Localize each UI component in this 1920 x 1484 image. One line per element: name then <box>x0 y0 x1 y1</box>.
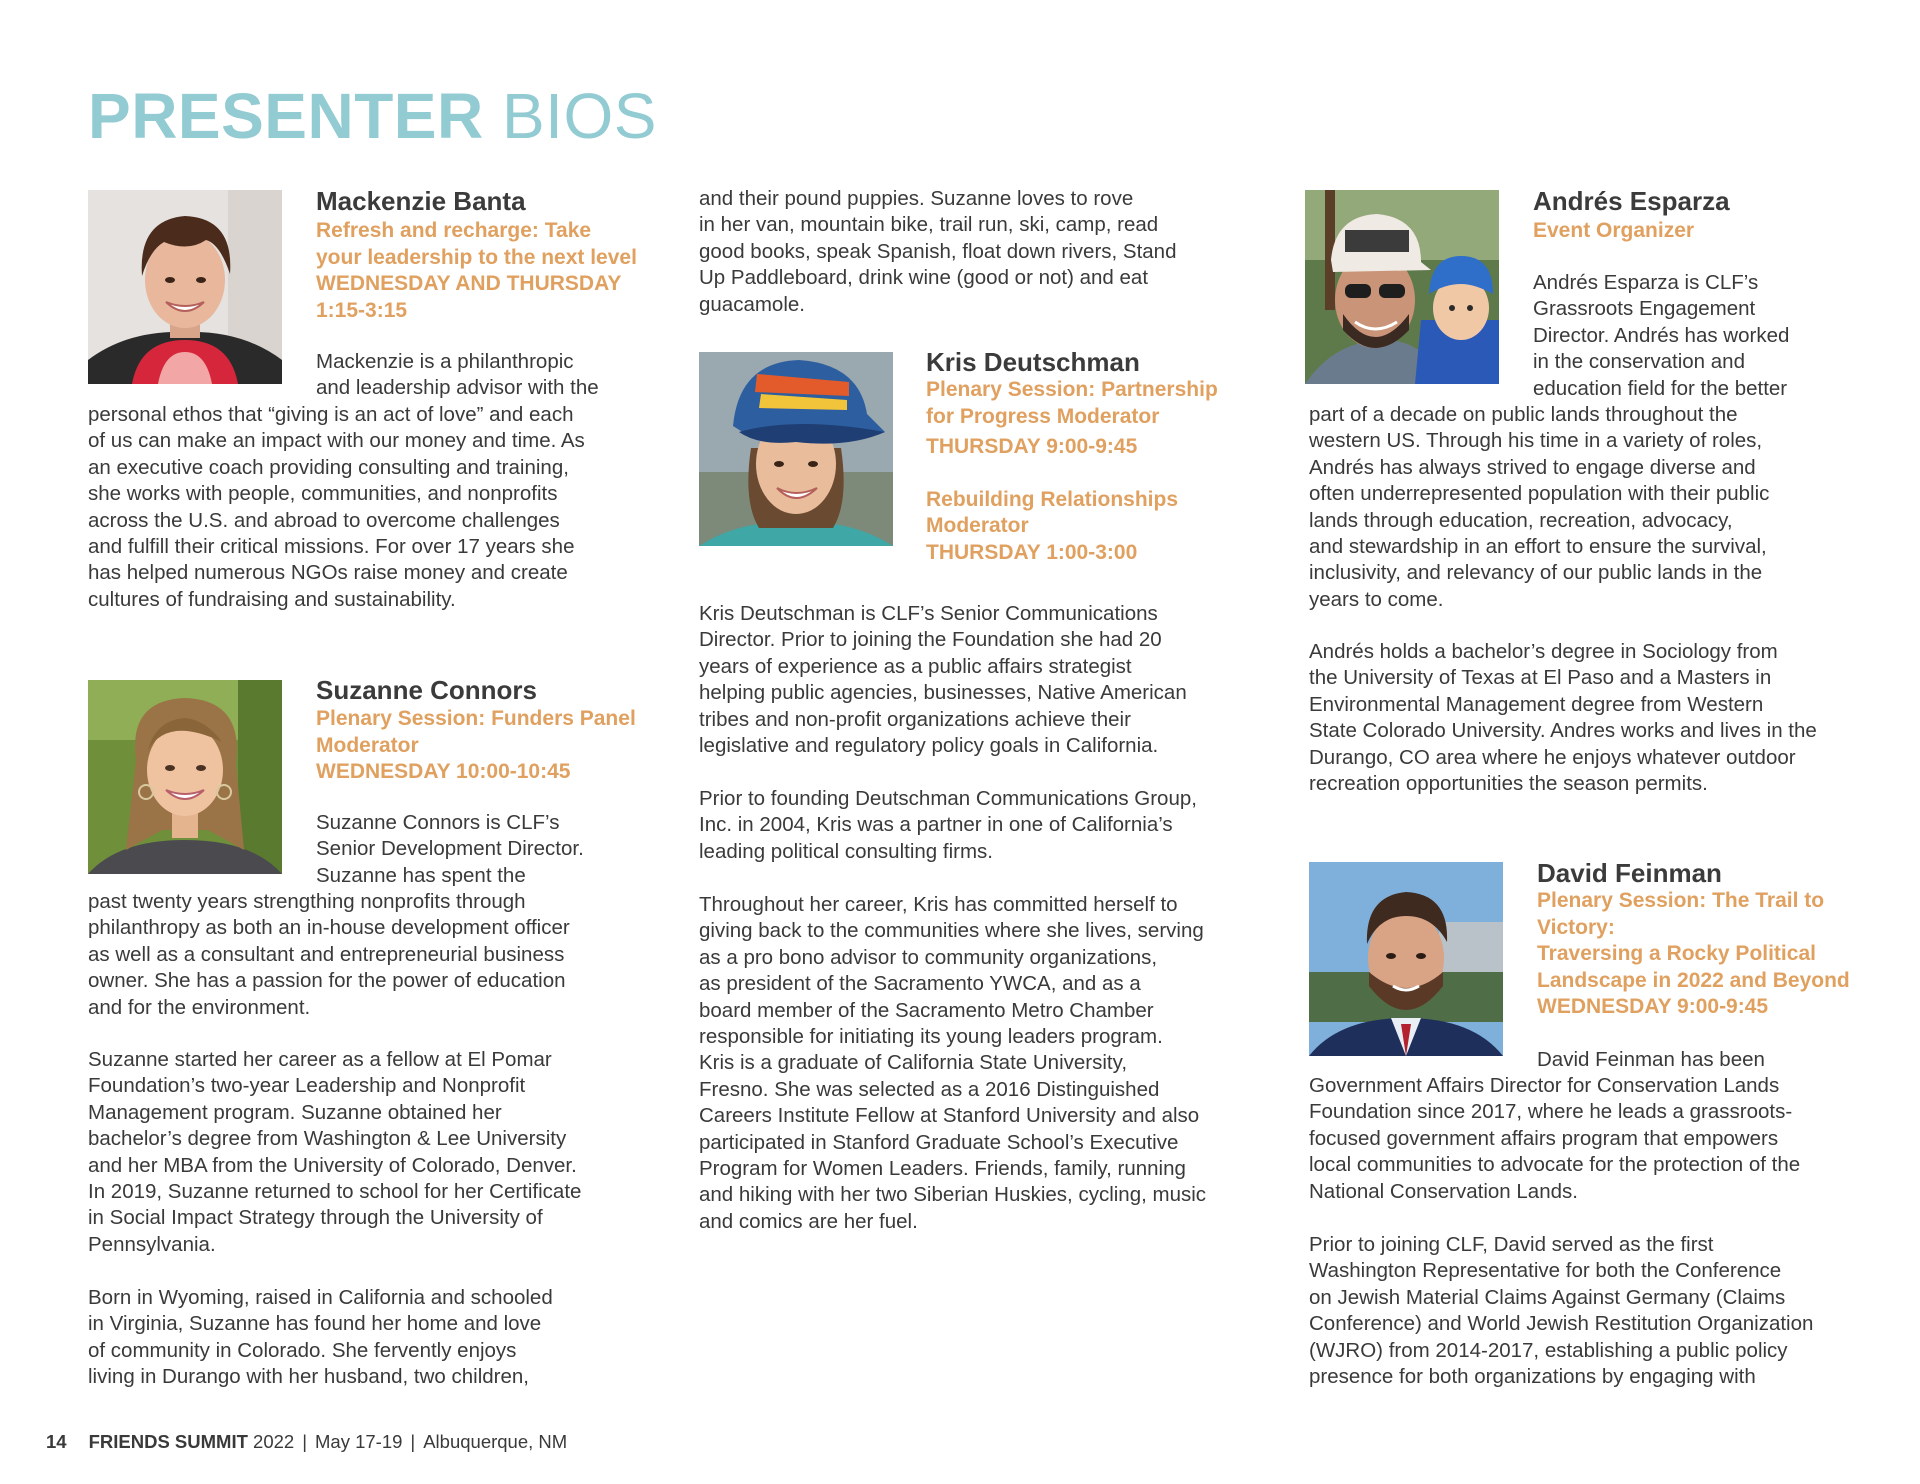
bio-line: Inc. in 2004, Kris was a partner in one of California’s <box>699 813 1173 837</box>
bio-text <box>699 892 1206 1235</box>
portrait-andres-esparza <box>1305 190 1499 384</box>
bio-line: Andrés holds a bachelor’s degree in Sociology from <box>1309 640 1778 663</box>
bio-line: cultures of fundraising and sustainability. <box>88 587 456 611</box>
bio-text <box>1309 402 1769 613</box>
bio-line: Careers Institute Fellow at Stanford University and also <box>699 1104 1200 1128</box>
event-year: 2022 <box>253 1431 295 1452</box>
bio-text <box>1533 270 1789 402</box>
bio-line: and their pound puppies. Suzanne loves to rove <box>699 187 1134 210</box>
bio-line: responsible for initiating its young leaders program. <box>699 1025 1163 1049</box>
photo-andres-esparza <box>1305 190 1499 384</box>
bio-text <box>1309 639 1817 797</box>
page-footer <box>46 1430 567 1454</box>
bio-text <box>88 889 570 1021</box>
bio-line: guacamole. <box>699 292 805 316</box>
session-info <box>316 218 637 324</box>
footer-separator: | <box>410 1431 416 1452</box>
bio-line: bachelor’s degree from Washington & Lee University <box>88 1127 567 1151</box>
bio-line: Prior to joining CLF, David served as the first <box>1309 1233 1714 1256</box>
bio-line: Senior Development Director. <box>316 837 584 861</box>
session-line: for Progress Moderator <box>926 404 1160 428</box>
bio-text <box>699 601 1187 759</box>
bio-text <box>699 786 1197 865</box>
bio-line: Kris Deutschman is CLF’s Senior Communications <box>699 602 1158 625</box>
bio-line: board member of the Sacramento Metro Chamber <box>699 998 1154 1022</box>
bio-line: and her MBA from the University of Colorado, Denver. <box>88 1153 577 1177</box>
bio-text <box>1309 1232 1813 1390</box>
bio-line: often underrepresented population with their public <box>1309 482 1770 506</box>
page-number: 14 <box>46 1431 67 1452</box>
bio-line: Mackenzie is a philanthropic <box>316 350 574 373</box>
bio-line: Environmental Management degree from Western <box>1309 692 1764 716</box>
bio-line: legislative and regulatory policy goals in California. <box>699 734 1159 758</box>
bio-text <box>1309 1073 1800 1205</box>
bio-line: part of a decade on public lands throughout the <box>1309 403 1738 426</box>
portrait-david-feinman <box>1309 862 1503 1056</box>
session-line: WEDNESDAY 9:00-9:45 <box>1537 995 1769 1018</box>
bio-line: the University of Texas at El Paso and a Masters in <box>1309 666 1772 690</box>
bio-line: past twenty years strengthing nonprofits through <box>88 890 526 913</box>
portrait-suzanne-connors <box>88 680 282 874</box>
portrait-mackenzie-banta <box>88 190 282 384</box>
session-line: WEDNESDAY AND THURSDAY <box>316 272 622 295</box>
session-info <box>926 377 1218 566</box>
bio-line: and hiking with her two Siberian Huskies, cycling, music <box>699 1183 1207 1207</box>
bio-line: western US. Through his time in a variety of roles, <box>1309 429 1763 453</box>
bio-line: participated in Stanford Graduate School’s Executive <box>699 1130 1179 1154</box>
event-location: Albuquerque, NM <box>423 1431 568 1452</box>
bio-line: and comics are her fuel. <box>699 1209 918 1233</box>
session-line: Plenary Session: Funders Panel <box>316 707 636 730</box>
page-title-strong: PRESENTER <box>88 80 484 152</box>
bio-text-continued <box>699 186 1177 318</box>
session-line: WEDNESDAY 10:00-10:45 <box>316 760 571 783</box>
session-line: THURSDAY 9:00-9:45 <box>926 435 1138 458</box>
footer-separator: | <box>302 1431 307 1452</box>
bio-line: Kris is a graduate of California State University, <box>699 1051 1128 1075</box>
bio-line: Durango, CO area where he enjoys whatever outdoor <box>1309 745 1796 769</box>
bio-line: local communities to advocate for the protection of the <box>1309 1153 1801 1177</box>
bio-line: (WJRO) from 2014-2017, establishing a public policy <box>1309 1338 1788 1362</box>
session-line: Event Organizer <box>1533 219 1695 242</box>
bio-line: Fresno. She was selected as a 2016 Distinguished <box>699 1077 1160 1101</box>
bio-line: in her van, mountain bike, trail run, ski, camp, read <box>699 213 1159 237</box>
presenter-name: Kris Deutschman <box>926 347 1140 377</box>
bio-line: Program for Women Leaders. Friends, family, running <box>699 1157 1186 1181</box>
bio-line: an executive coach providing consulting and training, <box>88 455 569 479</box>
bio-line: Pennsylvania. <box>88 1232 216 1256</box>
bio-line: years of experience as a public affairs strategist <box>699 654 1132 678</box>
session-line: 1:15-3:15 <box>316 298 408 322</box>
session-line: Victory: <box>1537 915 1615 939</box>
bio-line: as well as a consultant and entrepreneurial business <box>88 942 565 966</box>
bio-line: has helped numerous NGOs raise money and create <box>88 561 568 585</box>
bio-line: in Virginia, Suzanne has found her home and love <box>88 1312 542 1336</box>
bio-line: and for the environment. <box>88 995 311 1019</box>
bio-text <box>88 1047 581 1258</box>
session-line: Refresh and recharge: Take <box>316 219 592 242</box>
bio-line: Andrés has always strived to engage diverse and <box>1309 455 1756 479</box>
bio-text <box>316 349 599 402</box>
bio-line: Government Affairs Director for Conservation Lands <box>1309 1074 1780 1097</box>
bio-line: focused government affairs program that empowers <box>1309 1126 1779 1150</box>
bio-line: Born in Wyoming, raised in California and schooled <box>88 1286 553 1309</box>
session-info <box>316 706 636 786</box>
bio-line: Conference) and World Jewish Restitution Organization <box>1309 1312 1814 1336</box>
bio-line: Grassroots Engagement <box>1533 297 1756 321</box>
bio-line: Suzanne started her career as a fellow at El Pomar <box>88 1048 552 1071</box>
bio-line: of us can make an impact with our money and time. As <box>88 429 585 453</box>
bio-line: personal ethos that “giving is an act of love” and each <box>88 403 574 426</box>
bio-line: as a pro bono advisor to community organizations, <box>699 945 1158 969</box>
bio-line: inclusivity, and relevancy of our public lands in the <box>1309 561 1763 585</box>
bio-line: Suzanne Connors is CLF’s <box>316 811 560 834</box>
bio-line: Foundation since 2017, where he leads a grassroots- <box>1309 1100 1793 1124</box>
session-line: Plenary Session: The Trail to <box>1537 889 1825 912</box>
bio-line: recreation opportunities the season permits. <box>1309 772 1708 796</box>
session-line: Moderator <box>316 733 419 757</box>
photo-mackenzie-banta <box>88 190 282 384</box>
bio-line: tribes and non-profit organizations achieve their <box>699 707 1131 731</box>
photo-kris-deutschman <box>699 352 893 546</box>
bio-line: helping public agencies, businesses, Native American <box>699 681 1187 705</box>
session-line: your leadership to the next level <box>316 245 637 269</box>
bio-line: as president of the Sacramento YWCA, and as a <box>699 972 1141 996</box>
bio-line: and fulfill their critical missions. For over 17 years she <box>88 535 575 559</box>
bio-text <box>88 1285 553 1391</box>
session-line: Moderator <box>926 514 1029 537</box>
photo-david-feinman <box>1309 862 1503 1056</box>
session-line: Traversing a Rocky Political <box>1537 942 1816 965</box>
bio-line: Director. Andrés has worked <box>1533 323 1790 347</box>
session-info <box>1537 888 1850 1021</box>
bio-line: Throughout her career, Kris has committed herself to <box>699 893 1178 916</box>
bio-line: Director. Prior to joining the Foundation she had 20 <box>699 628 1162 652</box>
presenter-name: Mackenzie Banta <box>316 186 526 216</box>
bio-line: education field for the better <box>1533 376 1788 400</box>
bio-text <box>88 402 585 613</box>
bio-line: philanthropy as both an in-house development officer <box>88 916 570 940</box>
session-line: Rebuilding Relationships <box>926 487 1179 511</box>
bio-line: David Feinman has been <box>1537 1048 1765 1071</box>
bio-line: in the conservation and <box>1533 350 1745 374</box>
bio-line: presence for both organizations by engaging with <box>1309 1365 1756 1389</box>
bio-line: owner. She has a passion for the power of education <box>88 969 566 993</box>
page-title-light: BIOS <box>501 80 657 152</box>
portrait-kris-deutschman <box>699 352 893 546</box>
bio-line: Andrés Esparza is CLF’s <box>1533 271 1759 294</box>
bio-line: across the U.S. and abroad to overcome challenges <box>88 508 560 532</box>
bio-line: Suzanne has spent the <box>316 863 526 887</box>
presenter-name: Suzanne Connors <box>316 675 538 705</box>
bio-line: Management program. Suzanne obtained her <box>88 1100 502 1124</box>
bio-text <box>316 810 584 889</box>
bio-line: in Social Impact Strategy through the University of <box>88 1206 543 1230</box>
bio-line: and stewardship in an effort to ensure the survival, <box>1309 535 1767 559</box>
page-title <box>88 78 657 154</box>
bio-line: and leadership advisor with the <box>316 376 599 400</box>
bio-line: Washington Representative for both the Conference <box>1309 1259 1782 1283</box>
bio-line: she works with people, communities, and nonprofits <box>88 482 558 506</box>
bio-line: good books, speak Spanish, float down rivers, Stand <box>699 239 1177 263</box>
bio-line: leading political consulting firms. <box>699 839 993 863</box>
bio-line: lands through education, recreation, advocacy, <box>1309 508 1733 532</box>
session-line: Plenary Session: Partnership <box>926 378 1218 401</box>
event-name: FRIENDS SUMMIT <box>88 1431 248 1452</box>
bio-line: years to come. <box>1309 587 1444 611</box>
event-dates: May 17-19 <box>315 1431 403 1452</box>
bio-line: living in Durango with her husband, two children, <box>88 1365 530 1389</box>
bio-line: Foundation’s two-year Leadership and Nonprofit <box>88 1074 526 1098</box>
bio-line: State Colorado University. Andres works and lives in the <box>1309 719 1817 743</box>
bio-line: Up Paddleboard, drink wine (good or not) and eat <box>699 266 1149 290</box>
bio-text <box>1537 1047 1765 1073</box>
bio-line: of community in Colorado. She fervently enjoys <box>88 1338 517 1362</box>
bio-line: Prior to founding Deutschman Communications Group, <box>699 787 1197 810</box>
session-line: Landscape in 2022 and Beyond <box>1537 968 1850 992</box>
session-line: THURSDAY 1:00-3:00 <box>926 540 1138 564</box>
bio-line: In 2019, Suzanne returned to school for her Certificate <box>88 1180 582 1204</box>
photo-suzanne-connors <box>88 680 282 874</box>
presenter-name: Andrés Esparza <box>1533 186 1730 216</box>
presenter-name: David Feinman <box>1537 858 1722 888</box>
bio-line: National Conservation Lands. <box>1309 1179 1578 1203</box>
bio-line: on Jewish Material Claims Against Germany (Claims <box>1309 1285 1786 1309</box>
bio-line: giving back to the communities where she lives, serving <box>699 919 1204 943</box>
session-info <box>1533 218 1694 245</box>
